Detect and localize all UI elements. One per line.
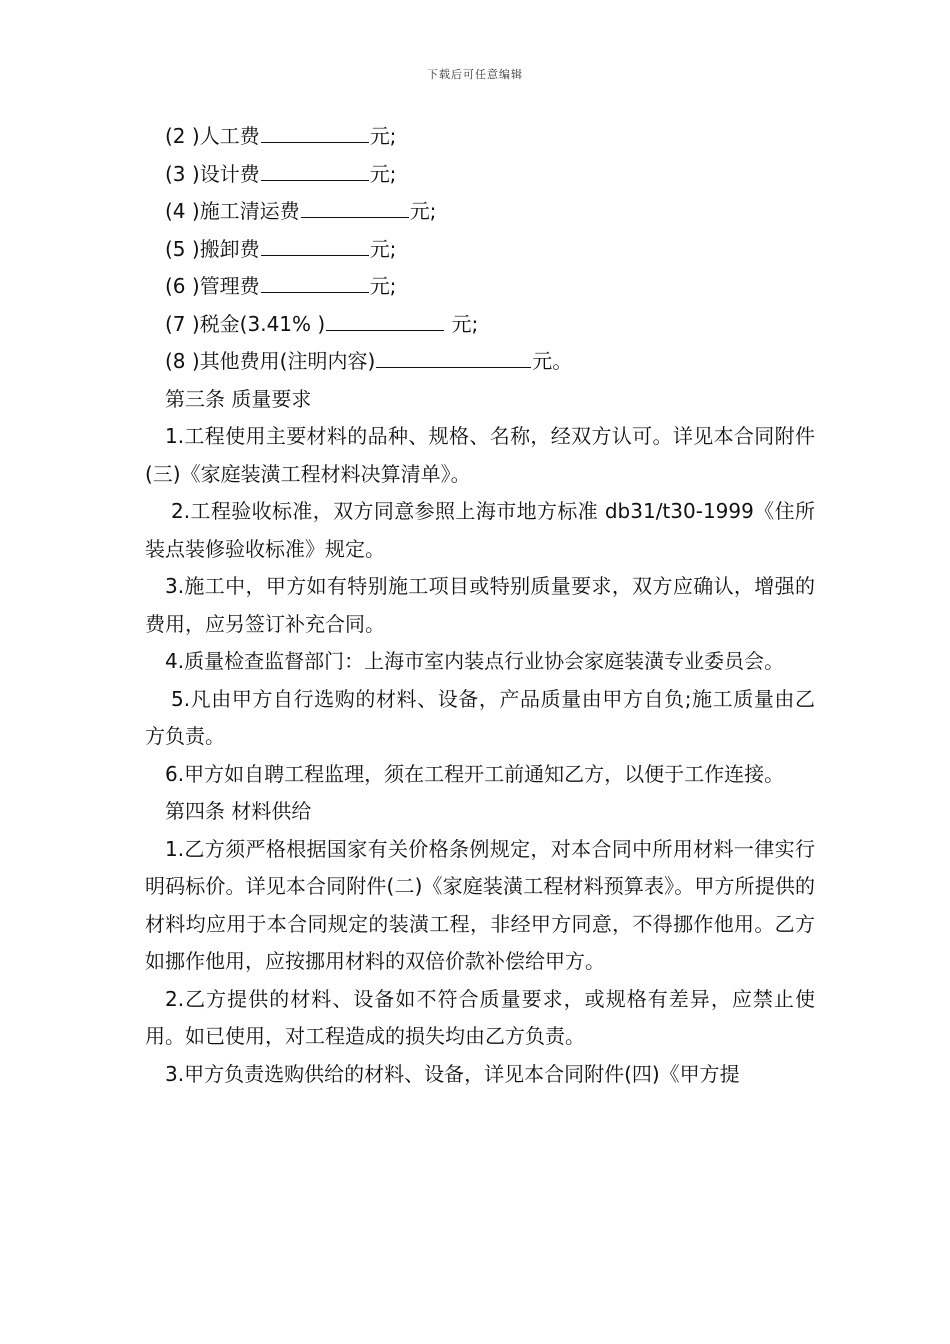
fill-in-blank[interactable] bbox=[261, 274, 369, 293]
fee-item-label: (5 )搬卸费 bbox=[165, 236, 260, 261]
fill-in-blank[interactable] bbox=[326, 312, 444, 331]
fee-item bbox=[145, 156, 815, 194]
section-3-paragraph: 1.工程使用主要材料的品种、规格、名称，经双方认可。详见本合同附件(三)《家庭装潢工程材料决算清单》。 bbox=[145, 424, 815, 486]
page-header-note: 下载后可任意编辑 bbox=[427, 68, 523, 81]
section-4-paragraph: 3.甲方负责选购供给的材料、设备，详见本合同附件(四)《甲方提 bbox=[165, 1061, 740, 1086]
fill-in-blank[interactable] bbox=[261, 162, 369, 181]
fill-in-blank[interactable] bbox=[376, 349, 531, 368]
fee-item-unit: 元; bbox=[445, 311, 479, 336]
section-3-paragraph: 5.凡由甲方自行选购的材料、设备，产品质量由甲方自负;施工质量由乙方负责。 bbox=[145, 686, 815, 748]
fee-item-label: (2 )人工费 bbox=[165, 124, 260, 148]
fee-item-label: (7 )税金(3.41% ) bbox=[165, 311, 326, 336]
section-4-title: 第四条 材料供给 bbox=[165, 799, 312, 823]
section-3-title: 第三条 质量要求 bbox=[165, 386, 312, 411]
fill-in-blank[interactable] bbox=[301, 199, 409, 218]
fee-item bbox=[145, 118, 815, 156]
fee-item-label: (6 )管理费 bbox=[165, 274, 260, 298]
fee-item-unit: 元。 bbox=[532, 349, 573, 373]
fee-item-label: (3 )设计费 bbox=[165, 161, 260, 186]
fee-item bbox=[145, 231, 815, 269]
section-3-paragraph: 6.甲方如自聘工程监理，须在工程开工前通知乙方，以便于工作连接。 bbox=[165, 761, 785, 786]
fee-item-unit: 元; bbox=[409, 199, 437, 223]
fee-item-label: (8 )其他费用(注明内容) bbox=[165, 349, 376, 373]
fill-in-blank[interactable] bbox=[261, 237, 369, 256]
fill-in-blank[interactable] bbox=[261, 124, 369, 143]
fee-item-unit: 元; bbox=[369, 161, 397, 186]
section-3-paragraph: 3.施工中，甲方如有特别施工项目或特别质量要求，双方应确认，增强的费用，应另签订补充合同。 bbox=[145, 574, 815, 636]
fee-item-unit: 元; bbox=[369, 274, 397, 298]
section-4-paragraph: 1.乙方须严格根据国家有关价格条例规定，对本合同中所用材料一律实行明码标价。详见本合同附件(二)《家庭装潢工程材料预算表》。甲方所提供的材料均应用于本合同规定的装潢工程，非经甲方同意，不得挪作他用。乙方如挪作他用，应按挪用材料的双倍价款补偿给甲方。 bbox=[145, 836, 815, 973]
section-4-paragraph: 2.乙方提供的材料、设备如不符合质量要求，或规格有差异，应禁止使用。如已使用，对工程造成的损失均由乙方负责。 bbox=[145, 986, 815, 1048]
fee-item-unit: 元; bbox=[369, 124, 397, 148]
fee-item-unit: 元; bbox=[369, 236, 397, 261]
fee-item bbox=[145, 343, 815, 381]
fee-item bbox=[145, 193, 815, 231]
fee-item-label: (4 )施工清运费 bbox=[165, 199, 300, 223]
fee-item bbox=[145, 268, 815, 306]
fee-item bbox=[145, 306, 815, 344]
section-3-paragraph: 2.工程验收标准，双方同意参照上海市地方标准 db31/t30-1999《住所装点装修验收标准》规定。 bbox=[145, 499, 815, 561]
section-3-paragraph: 4.质量检查监督部门：上海市室内装点行业协会家庭装潢专业委员会。 bbox=[165, 649, 785, 673]
document-body bbox=[145, 118, 815, 1093]
